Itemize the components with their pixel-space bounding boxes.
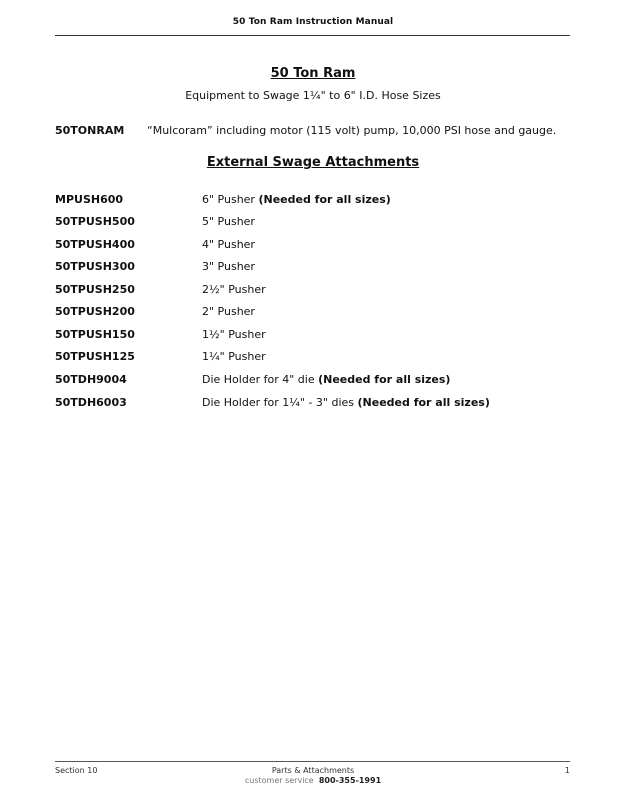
attachment-note: (Needed for all sizes) <box>357 396 490 409</box>
attachment-code: 50TPUSH250 <box>55 283 135 296</box>
attachment-note: (Needed for all sizes) <box>318 373 451 386</box>
attachment-row <box>55 328 570 346</box>
attachment-code: 50TDH6003 <box>55 396 127 409</box>
attachment-row <box>55 238 570 256</box>
customer-service-line <box>0 776 626 785</box>
attachment-description: 1½" Pusher <box>202 328 266 341</box>
document-title: 50 Ton Ram <box>270 66 356 81</box>
attachment-code: 50TPUSH500 <box>55 215 135 228</box>
attachment-description: Die Holder for 1¼" - 3" dies (Needed for all sizes) <box>202 396 490 409</box>
attachment-code: 50TPUSH125 <box>55 350 135 363</box>
attachment-row <box>55 215 570 233</box>
document-subtitle: Equipment to Swage 1¼" to 6" I.D. Hose Sizes <box>185 89 441 102</box>
attachment-row <box>55 305 570 323</box>
customer-service-label: customer service <box>244 776 314 785</box>
header-rule <box>55 35 570 36</box>
product-code: 50TONRAM <box>55 124 125 137</box>
product-description: “Mulcoram” including motor (115 volt) pump, 10,000 PSI hose and gauge. <box>147 124 557 137</box>
attachment-row <box>55 260 570 278</box>
attachment-description: 3" Pusher <box>202 260 255 273</box>
attachment-row <box>55 396 570 414</box>
attachment-code: 50TPUSH150 <box>55 328 135 341</box>
attachment-row <box>55 193 570 211</box>
attachment-description: 5" Pusher <box>202 215 255 228</box>
page-number: 1 <box>564 766 570 775</box>
attachment-row <box>55 350 570 368</box>
attachment-row <box>55 283 570 301</box>
attachment-code: 50TPUSH400 <box>55 238 135 251</box>
attachment-description: 4" Pusher <box>202 238 255 251</box>
attachment-note: (Needed for all sizes) <box>258 193 391 206</box>
footer-section-label: Section 10 <box>55 766 98 775</box>
page-header-title: 50 Ton Ram Instruction Manual <box>232 17 394 27</box>
footer-rule <box>55 761 570 762</box>
attachment-code: 50TPUSH300 <box>55 260 135 273</box>
customer-service-phone: 800-355-1991 <box>318 776 382 785</box>
attachment-description: Die Holder for 4" die (Needed for all sizes) <box>202 373 451 386</box>
footer-chapter-title: Parts & Attachments <box>271 766 355 775</box>
attachment-description: 6" Pusher (Needed for all sizes) <box>202 193 391 206</box>
attachment-code: 50TPUSH200 <box>55 305 135 318</box>
attachment-description: 2½" Pusher <box>202 283 266 296</box>
attachment-description: 1¼" Pusher <box>202 350 266 363</box>
attachment-description: 2" Pusher <box>202 305 255 318</box>
attachment-row <box>55 373 570 391</box>
attachment-code: 50TDH9004 <box>55 373 127 386</box>
attachments-section-title: External Swage Attachments <box>206 155 420 170</box>
attachment-code: MPUSH600 <box>55 193 124 206</box>
